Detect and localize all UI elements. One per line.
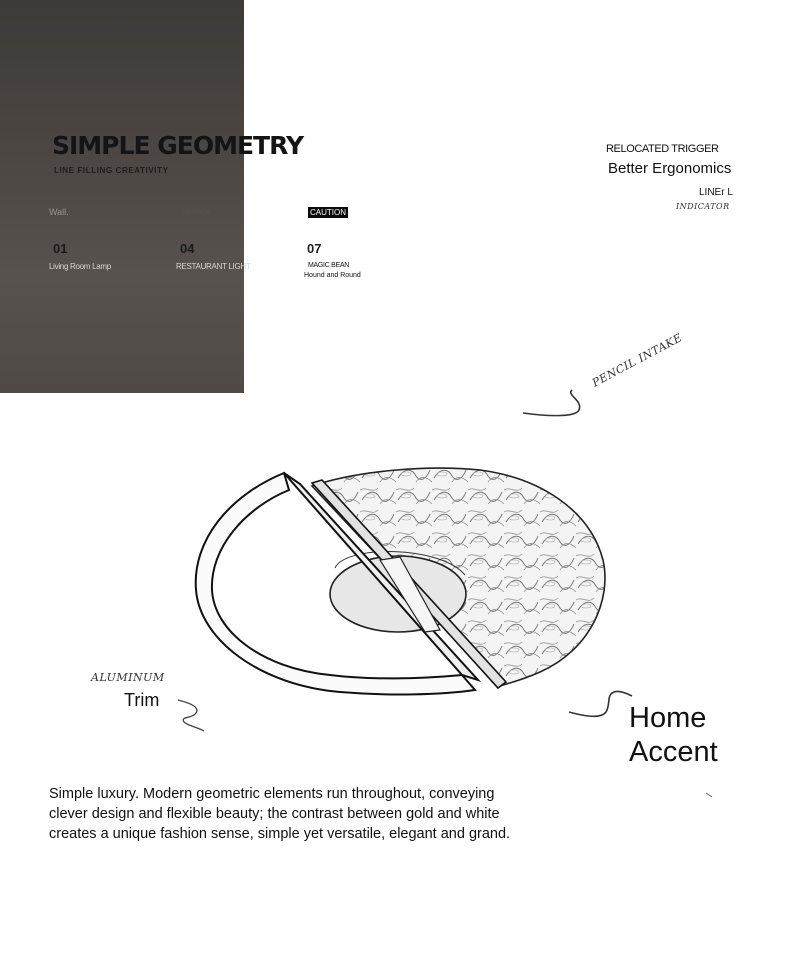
spec-number-01: 01 [53, 241, 68, 256]
swoosh-trim [178, 700, 204, 731]
trim-label: Trim [124, 690, 160, 710]
indicator-handwritten: INDICATOR [676, 202, 730, 211]
product-description: Simple luxury. Modern geometric elements run throughout, conveying clever design and flexible beauty; the contrast between gold and white creates a unique fashion sense, simple yet versatile, elegant and grand. [49, 786, 511, 842]
accent-line: Accent [629, 736, 718, 768]
relocated-trigger-label: RELOCATED TRIGGER [606, 143, 719, 155]
swoosh-home [569, 691, 632, 716]
page-subtitle: LINE FILLING CREATIVITY [54, 166, 169, 175]
spec-name-living-room: Living Room Lamp [49, 262, 111, 271]
liner-label: LINEr L [699, 187, 733, 198]
spec-label-caution: CAUTION [310, 208, 346, 217]
page-title: SIMPLE GEOMETRY [52, 131, 304, 160]
spec-name-restaurant: RESTAURANT LIGHT [176, 262, 251, 271]
spec-number-07: 07 [307, 241, 322, 256]
spec-name-hound: Hound and Round [304, 272, 361, 279]
small-mark [706, 793, 712, 797]
spec-name-magic-bean: MAGIC BEAN [308, 262, 349, 269]
spec-label-search: SEARCH [181, 209, 211, 216]
home-line: Home [629, 702, 707, 734]
spec-number-04: 04 [180, 241, 195, 256]
pencil-intake-handwritten: PENCIL INTAKE [590, 331, 685, 390]
spec-label-wall: Wall. [49, 207, 69, 217]
aluminum-handwritten: ALUMINUM [91, 671, 165, 684]
swoosh-pencil [523, 390, 580, 416]
better-ergonomics-label: Better Ergonomics [608, 160, 732, 177]
